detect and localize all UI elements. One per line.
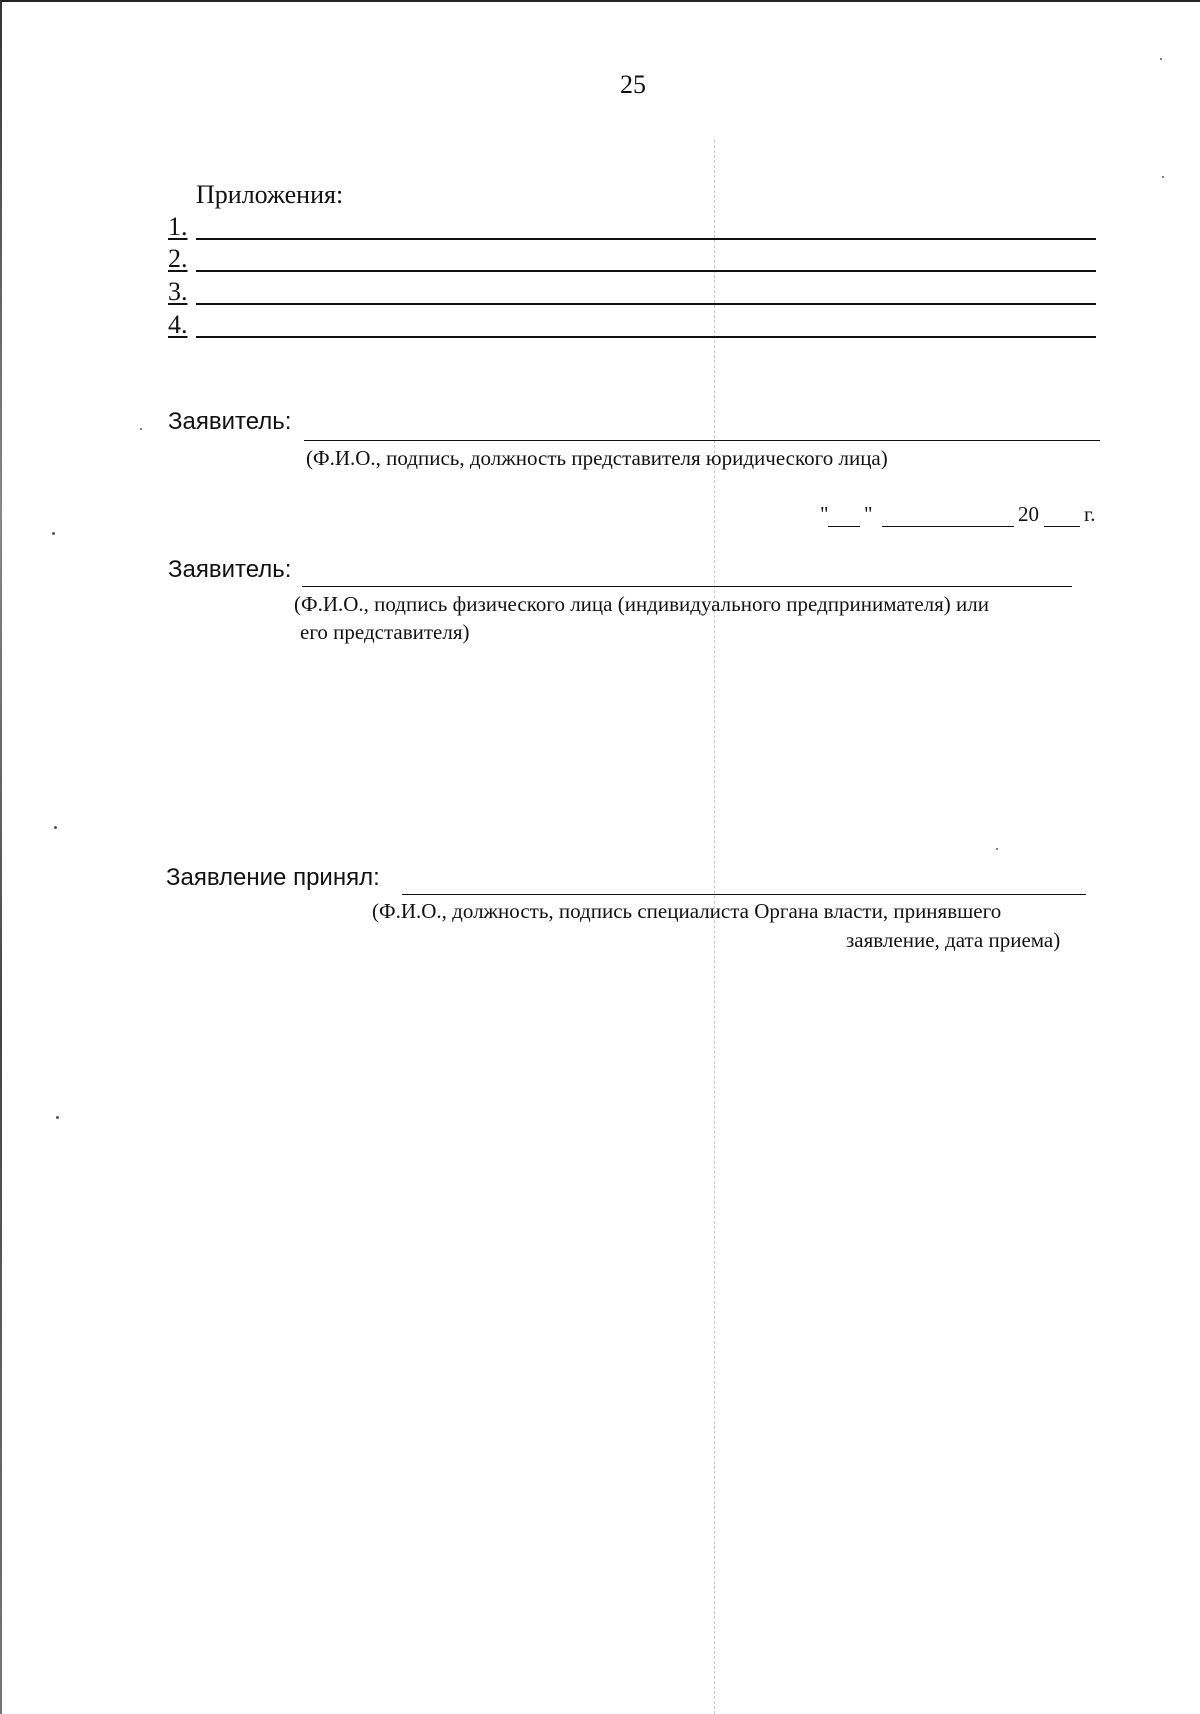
- date-field: [820, 502, 1100, 530]
- fold-line: [714, 140, 715, 1714]
- scan-border-top: [0, 0, 1200, 2]
- scan-speck: [1160, 58, 1162, 60]
- applicant-individual-caption-line1: (Ф.И.О., подпись физического лица (индивидуального предпринимателя) или: [294, 592, 989, 616]
- date-month-blank[interactable]: [882, 526, 1014, 527]
- applicant-legal-caption: (Ф.И.О., подпись, должность представителя юридического лица): [306, 446, 888, 470]
- date-year-prefix: 20: [1018, 502, 1039, 526]
- received-by-caption-line2: заявление, дата приема): [846, 928, 1061, 952]
- scan-border-left: [0, 0, 2, 1714]
- applicant-individual-signature-line[interactable]: [302, 586, 1072, 587]
- attachment-item-1: [168, 212, 1096, 242]
- attachment-blank-line[interactable]: [196, 270, 1096, 272]
- page-number: 25: [620, 70, 646, 99]
- attachments-title: Приложения:: [196, 180, 344, 209]
- received-by-label: Заявление принял:: [166, 864, 380, 891]
- attachment-item-4: [168, 310, 1096, 340]
- attachment-number: 1.: [168, 212, 188, 241]
- attachment-blank-line[interactable]: [196, 303, 1096, 305]
- scan-speck: [1162, 176, 1164, 178]
- scan-speck: [52, 532, 55, 535]
- received-by-signature-line[interactable]: [402, 894, 1086, 895]
- applicant-individual-caption-line2: его представителя): [300, 620, 470, 644]
- date-year-blank[interactable]: [1044, 526, 1080, 527]
- attachment-number: 4.: [168, 310, 188, 339]
- attachment-blank-line[interactable]: [196, 336, 1096, 338]
- date-open-quote: ": [820, 502, 829, 526]
- scan-speck: [140, 428, 142, 430]
- scan-speck: [56, 1116, 59, 1119]
- received-by-caption-line1: (Ф.И.О., должность, подпись специалиста Органа власти, принявшего: [372, 899, 1002, 923]
- scan-speck: [996, 848, 998, 850]
- attachment-number: 2.: [168, 244, 188, 273]
- date-year-suffix: г.: [1084, 502, 1096, 526]
- date-close-quote: ": [864, 502, 873, 526]
- attachment-blank-line[interactable]: [196, 238, 1096, 240]
- attachment-item-3: [168, 277, 1096, 307]
- applicant-individual-label: Заявитель:: [168, 556, 292, 583]
- date-day-blank[interactable]: [828, 526, 860, 527]
- scan-speck: [54, 826, 57, 829]
- applicant-legal-signature-line[interactable]: [304, 440, 1100, 441]
- attachment-number: 3.: [168, 277, 188, 306]
- applicant-legal-label: Заявитель:: [168, 408, 292, 435]
- attachment-item-2: [168, 244, 1096, 274]
